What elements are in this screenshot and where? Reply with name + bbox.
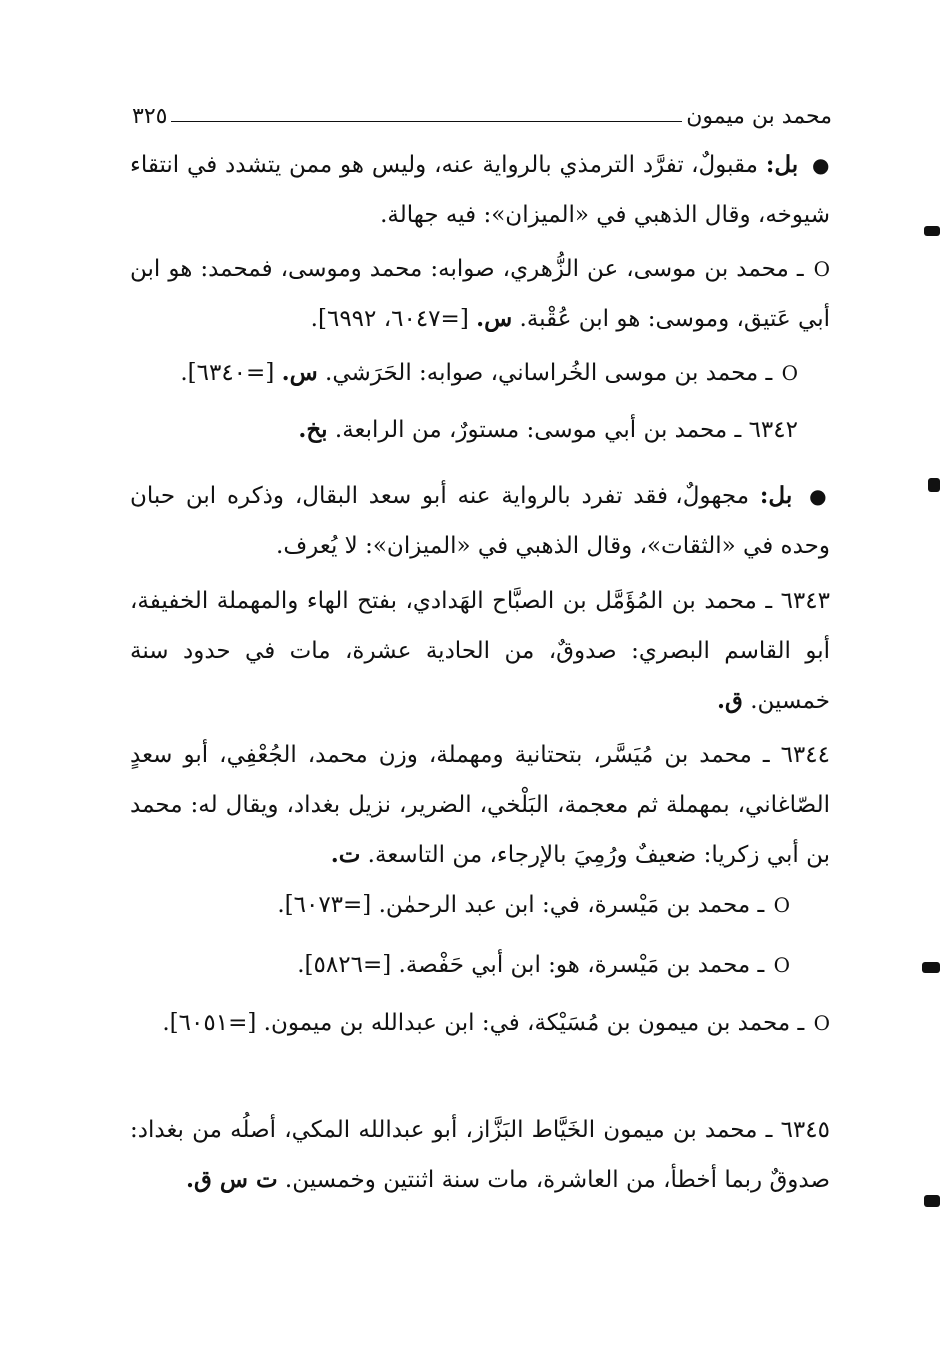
cross-reference-entry: [130, 940, 790, 990]
verdict-note: [130, 471, 830, 571]
entry-text: ـ محمد بن مَيْسرة، هو: ابن أبي حَفْصة.: [398, 952, 765, 978]
circle-icon: O: [813, 1011, 830, 1035]
circle-icon: O: [813, 257, 830, 281]
cross-reference: [=٦٠٧٣].: [277, 892, 372, 918]
narrator-entry: [130, 576, 830, 726]
verdict-text: مجهولٌ، فقد تفرد بالرواية عنه أبو سعد البقال، وذكره ابن حبان وحده في «الثقات»، وقال الذهبي في «الميزان»: لا يُعرف.: [130, 483, 830, 559]
bullet-icon: ●: [809, 484, 831, 508]
cross-reference: [=٥٨٢٦].: [297, 952, 392, 978]
source-code: س.: [281, 359, 318, 386]
circle-icon: O: [773, 893, 790, 917]
cross-reference-entry: [130, 348, 798, 398]
cross-reference-entry: [130, 880, 790, 930]
narrator-entry: [130, 730, 830, 880]
source-code: ت.: [330, 841, 361, 868]
bullet-icon: ●: [812, 153, 830, 177]
verdict-label: بل:: [765, 151, 799, 178]
cross-reference: [=٦٠٥١].: [162, 1010, 257, 1036]
margin-mark: [928, 478, 940, 492]
narrator-entry: [130, 1105, 830, 1205]
margin-mark: [922, 962, 940, 973]
running-header: [132, 96, 832, 130]
circle-icon: O: [773, 953, 790, 977]
verdict-label: بل:: [759, 482, 793, 509]
page-number: ٣٢٥: [132, 104, 168, 129]
entry-text: ـ محمد بن موسى الخُراساني، صوابه: الحَرَشي.: [325, 360, 773, 386]
margin-mark: [924, 1195, 940, 1207]
entry-text: ٦٣٤٢ ـ محمد بن أبي موسى: مستورٌ، من الرابعة.: [334, 417, 798, 443]
source-code: س.: [476, 305, 513, 332]
entry-text: ـ محمد بن ميمون بن مُسَيْكة، في: ابن عبدالله بن ميمون.: [263, 1010, 805, 1036]
entry-text: ـ محمد بن موسى، عن الزُّهري، صوابه: محمد وموسى، فمحمد: هو ابن أبي عَتيق، وموسى: هو ابن عُقْبة.: [130, 256, 830, 332]
cross-reference-entry: [130, 244, 830, 344]
entry-text: ٦٣٤٥ ـ محمد بن ميمون الخَيَّاط البَزَّاز، أبو عبدالله المكي، أصلُه من بغداد: صدوقٌ ربما أخطأ، من العاشرة، مات سنة اثنتين وخمسين.: [130, 1117, 830, 1193]
source-code: ت س ق.: [186, 1166, 278, 1193]
running-header-title: محمد بن ميمون: [686, 104, 832, 129]
cross-reference-entry: [130, 998, 830, 1048]
narrator-entry: [130, 405, 798, 455]
entry-text: ـ محمد بن مَيْسرة، في: ابن عبد الرحمٰن.: [378, 892, 765, 918]
cross-reference: [=٦٣٤٠].: [180, 360, 275, 386]
header-rule: [171, 121, 682, 122]
verdict-note: [130, 140, 830, 240]
verdict-text: مقبولٌ، تفرَّد الترمذي بالرواية عنه، وليس هو ممن يتشدد في انتقاء شيوخه، وقال الذهبي في «الميزان»: فيه جهالة.: [130, 152, 830, 228]
margin-mark: [924, 226, 940, 236]
entry-text: ٦٣٤٣ ـ محمد بن المُؤَمَّل بن الصبَّاح الهَدادي، بفتح الهاء والمهملة الخفيفة، أبو القاسم البصري: صدوقٌ، من الحادية عشرة، مات في حدود سنة خمسين.: [130, 588, 830, 714]
source-code: بخ.: [298, 416, 328, 443]
cross-reference: [=٦٠٤٧، ٦٩٩٢].: [310, 306, 469, 332]
source-code: ق.: [717, 687, 743, 714]
entry-text: ٦٣٤٤ ـ محمد بن مُيَسَّر، بتحتانية ومهملة، وزن محمد، الجُعْفِي، أبو سعدٍ الصّاغاني، بمهملة ثم معجمة، البَلْخي، الضرير، نزيل بغداد، ويقال له: محمد بن أبي زكريا: ضعيفٌ ورُمِيَ بالإرجاء، من التاسعة.: [130, 742, 830, 868]
circle-icon: O: [781, 361, 798, 385]
